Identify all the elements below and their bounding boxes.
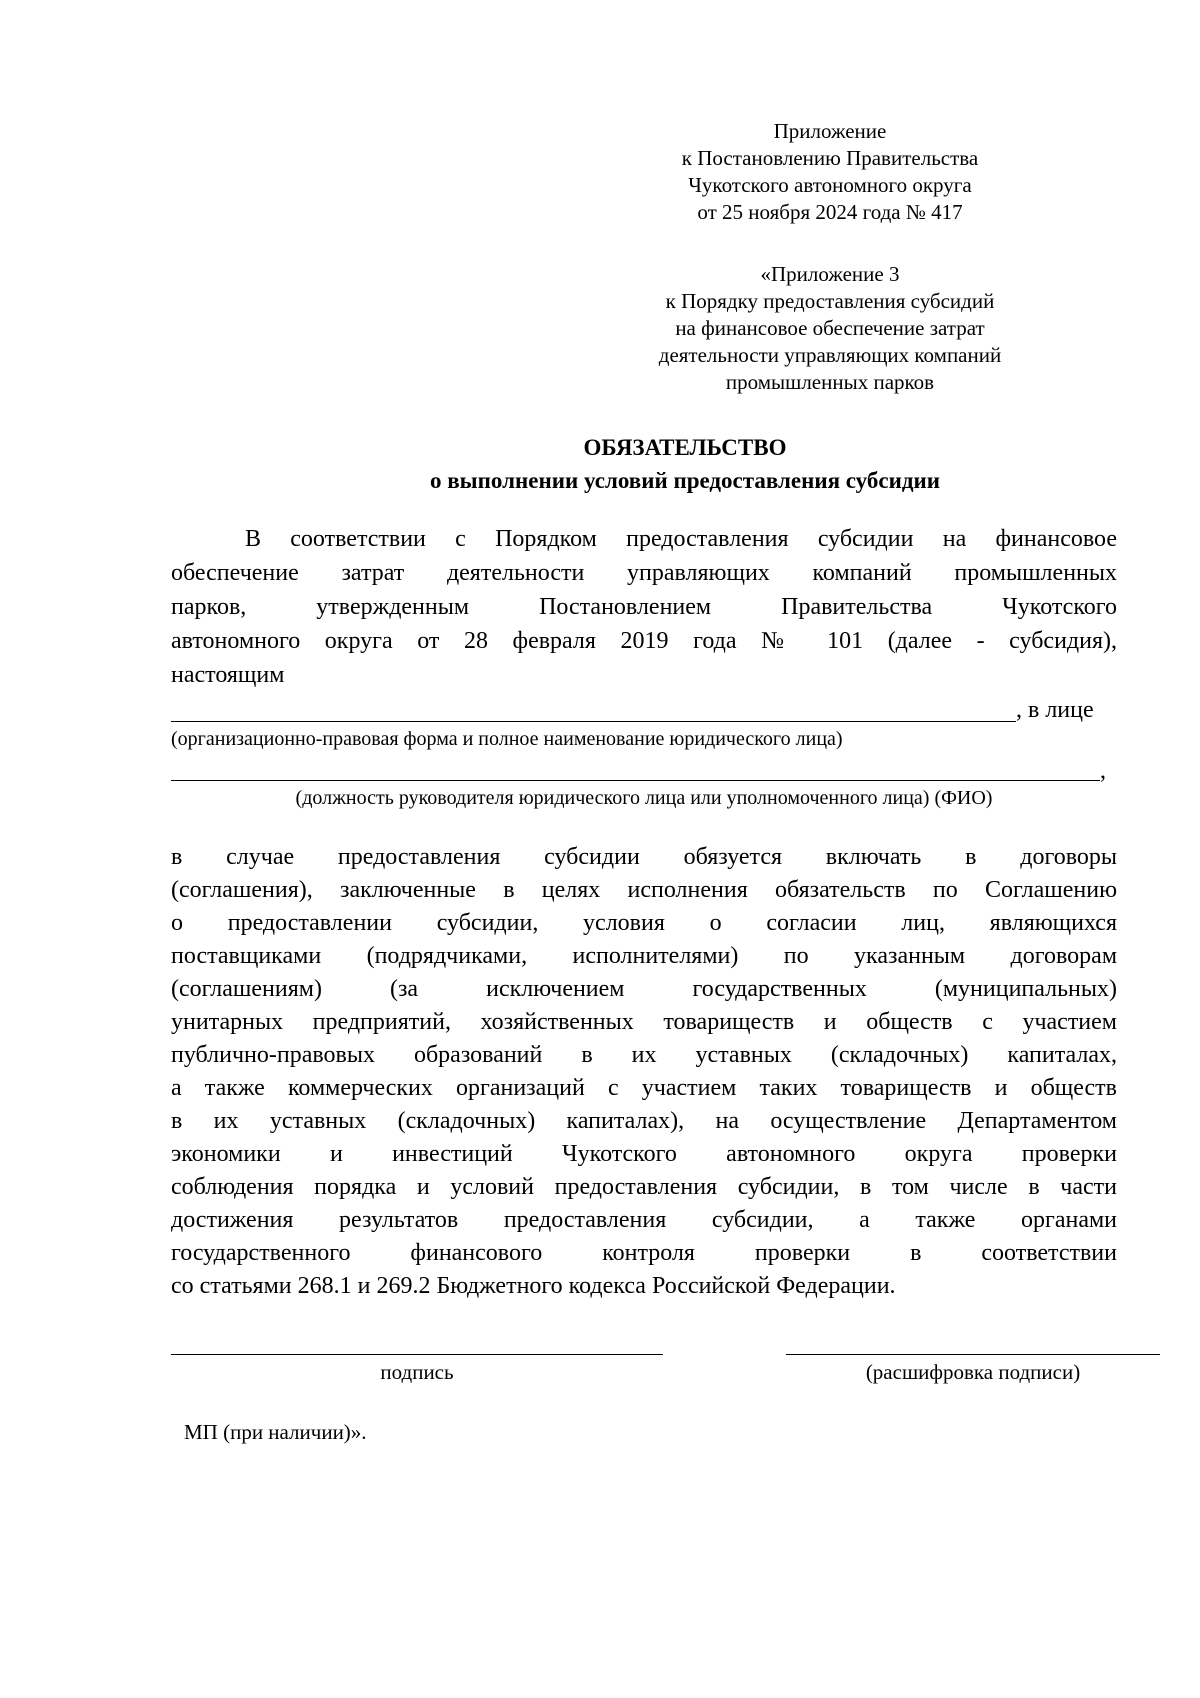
body-line: публично-правовых образований в их уставных (складочных) капиталах,: [171, 1042, 1117, 1068]
attachment-line: Приложение: [773, 119, 887, 143]
representative-blank-line: [171, 780, 1100, 781]
document-title: ОБЯЗАТЕЛЬСТВО: [583, 435, 787, 460]
signature-decode-caption: (расшифровка подписи): [865, 1360, 1081, 1384]
body-line: унитарных предприятий, хозяйственных товариществ и обществ с участием: [171, 1009, 1117, 1035]
intro-line: настоящим: [171, 662, 285, 688]
body-line: поставщиками (подрядчиками, исполнителями) по указанным договорам: [171, 943, 1117, 969]
body-line: достижения результатов предоставления субсидии, а также органами: [171, 1207, 1117, 1233]
body-line: в их уставных (складочных) капиталах), на осуществление Департаментом: [171, 1108, 1117, 1134]
body-line: о предоставлении субсидии, условия о согласии лиц, являющихся: [171, 910, 1117, 936]
appendix-line: на финансовое обеспечение затрат: [675, 316, 985, 340]
signature-decode-line: [786, 1354, 1160, 1355]
attachment-line: Чукотского автономного округа: [688, 173, 972, 197]
intro-line: В соответствии с Порядком предоставления субсидии на финансовое: [245, 526, 1117, 552]
document-subtitle: о выполнении условий предоставления субсидии: [430, 468, 940, 493]
attachment-line: от 25 ноября 2024 года № 417: [697, 200, 963, 224]
appendix-line: «Приложение 3: [760, 262, 900, 286]
organization-suffix: , в лице: [1016, 697, 1094, 723]
body-line: а также коммерческих организаций с участием таких товариществ и обществ: [171, 1075, 1117, 1101]
organization-caption: (организационно-правовая форма и полное наименование юридического лица): [171, 728, 843, 750]
stamp-placeholder: МП (при наличии)».: [184, 1420, 367, 1444]
intro-line: парков, утвержденным Постановлением Правительства Чукотского: [171, 594, 1117, 620]
body-line: со статьями 268.1 и 269.2 Бюджетного кодекса Российской Федерации.: [171, 1273, 896, 1299]
appendix-line: к Порядку предоставления субсидий: [665, 289, 995, 313]
body-line: соблюдения порядка и условий предоставления субсидии, в том числе в части: [171, 1174, 1117, 1200]
body-line: (соглашениям) (за исключением государственных (муниципальных): [171, 976, 1117, 1002]
body-line: государственного финансового контроля проверки в соответствии: [171, 1240, 1117, 1266]
body-line: экономики и инвестиций Чукотского автономного округа проверки: [171, 1141, 1117, 1167]
organization-blank-line: [171, 721, 1016, 722]
intro-line: обеспечение затрат деятельности управляющих компаний промышленных: [171, 560, 1117, 586]
representative-suffix: ,: [1100, 758, 1106, 784]
representative-caption: (должность руководителя юридического лица или уполномоченного лица) (ФИО): [295, 787, 993, 809]
signature-caption: подпись: [380, 1360, 454, 1384]
body-line: в случае предоставления субсидии обязуется включать в договоры: [171, 844, 1117, 870]
attachment-line: к Постановлению Правительства: [681, 146, 979, 170]
signature-line: [171, 1354, 663, 1355]
body-line: (соглашения), заключенные в целях исполнения обязательств по Соглашению: [171, 877, 1117, 903]
appendix-line: промышленных парков: [725, 370, 935, 394]
intro-line: автономного округа от 28 февраля 2019 года № 101 (далее - субсидия),: [171, 628, 1117, 654]
appendix-line: деятельности управляющих компаний: [658, 343, 1002, 367]
